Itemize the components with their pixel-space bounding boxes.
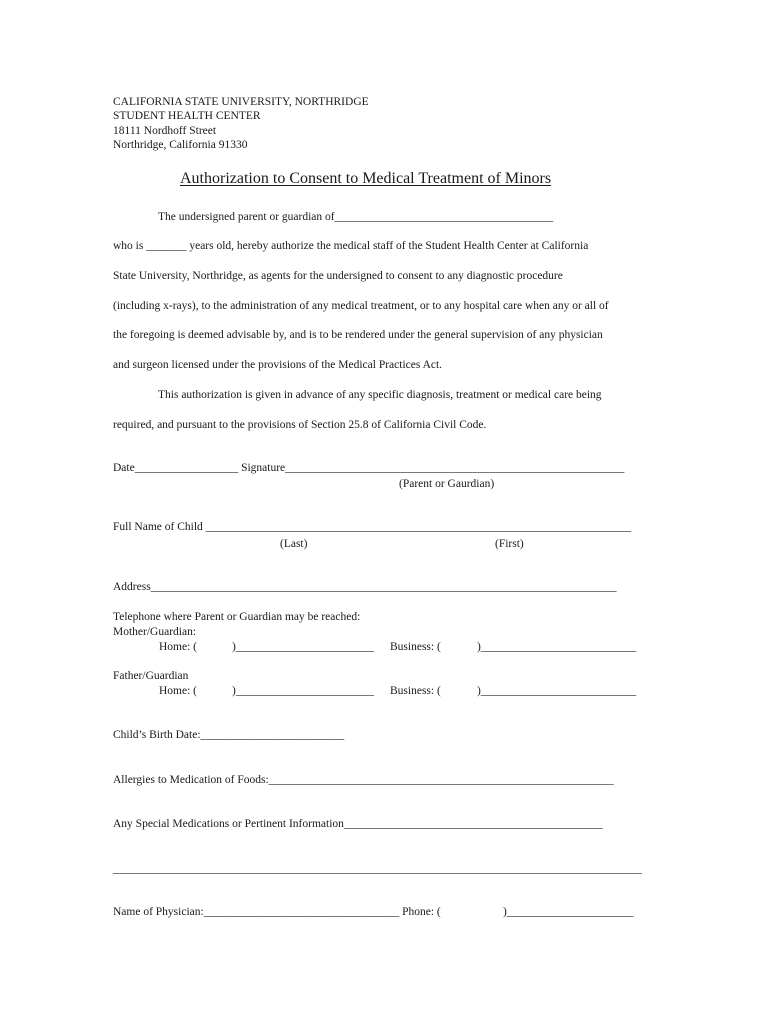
document-title: Authorization to Consent to Medical Treatment of Minors: [180, 170, 552, 187]
street-address: 18111 Nordhoff Street: [113, 125, 217, 137]
child-name-field: Full Name of Child __________________________________________________________________________: [113, 521, 632, 533]
father-home-label: Home: (: [159, 685, 198, 697]
continuation-line: ____________________________________________________________________________________________: [113, 863, 642, 875]
address-field: Address_________________________________________________________________________________: [113, 581, 617, 593]
body-line: required, and pursuant to the provisions of Section 25.8 of California Civil Code.: [113, 419, 487, 431]
city-state-zip: Northridge, California 91330: [113, 139, 248, 151]
body-line: (including x-rays), to the administration of any medical treatment, or to any hospital care when any or all of: [113, 300, 609, 312]
body-line: the foregoing is deemed advisable by, and is to be rendered under the general supervision of any physician: [113, 329, 603, 341]
birth-date-field: Child’s Birth Date:_________________________: [113, 729, 345, 741]
mother-business-label: Business: (: [390, 641, 441, 653]
telephone-heading: Telephone where Parent or Guardian may be reached:: [113, 611, 361, 623]
father-guardian-label: Father/Guardian: [113, 670, 189, 682]
mother-home-phone-blank: )________________________: [232, 641, 374, 653]
body-line: The undersigned parent or guardian of______________________________________: [158, 211, 554, 223]
body-line: State University, Northridge, as agents for the undersigned to consent to any diagnostic procedure: [113, 270, 563, 282]
mother-business-phone-blank: )___________________________: [477, 641, 637, 653]
physician-phone-blank: )______________________: [503, 906, 634, 918]
last-name-caption: (Last): [280, 538, 308, 550]
physician-field: Name of Physician:__________________________________ Phone: (: [113, 906, 441, 918]
first-name-caption: (First): [495, 538, 524, 550]
father-home-phone-blank: )________________________: [232, 685, 374, 697]
body-line: who is _______ years old, hereby authorize the medical staff of the Student Health Center at California: [113, 240, 589, 252]
body-line: and surgeon licensed under the provisions of the Medical Practices Act.: [113, 359, 443, 371]
allergies-field: Allergies to Medication of Foods:____________________________________________________________: [113, 774, 614, 786]
date-signature-field: Date__________________ Signature___________________________________________________________: [113, 462, 625, 474]
university-name: CALIFORNIA STATE UNIVERSITY, NORTHRIDGE: [113, 96, 369, 108]
medications-field: Any Special Medications or Pertinent Information_____________________________________________: [113, 818, 603, 830]
body-line: This authorization is given in advance of any specific diagnosis, treatment or medical care being: [158, 389, 602, 401]
mother-guardian-label: Mother/Guardian:: [113, 626, 197, 638]
father-business-label: Business: (: [390, 685, 441, 697]
parent-guardian-caption: (Parent or Gaurdian): [399, 478, 495, 490]
mother-home-label: Home: (: [159, 641, 198, 653]
health-center-name: STUDENT HEALTH CENTER: [113, 110, 261, 122]
father-business-phone-blank: )___________________________: [477, 685, 637, 697]
